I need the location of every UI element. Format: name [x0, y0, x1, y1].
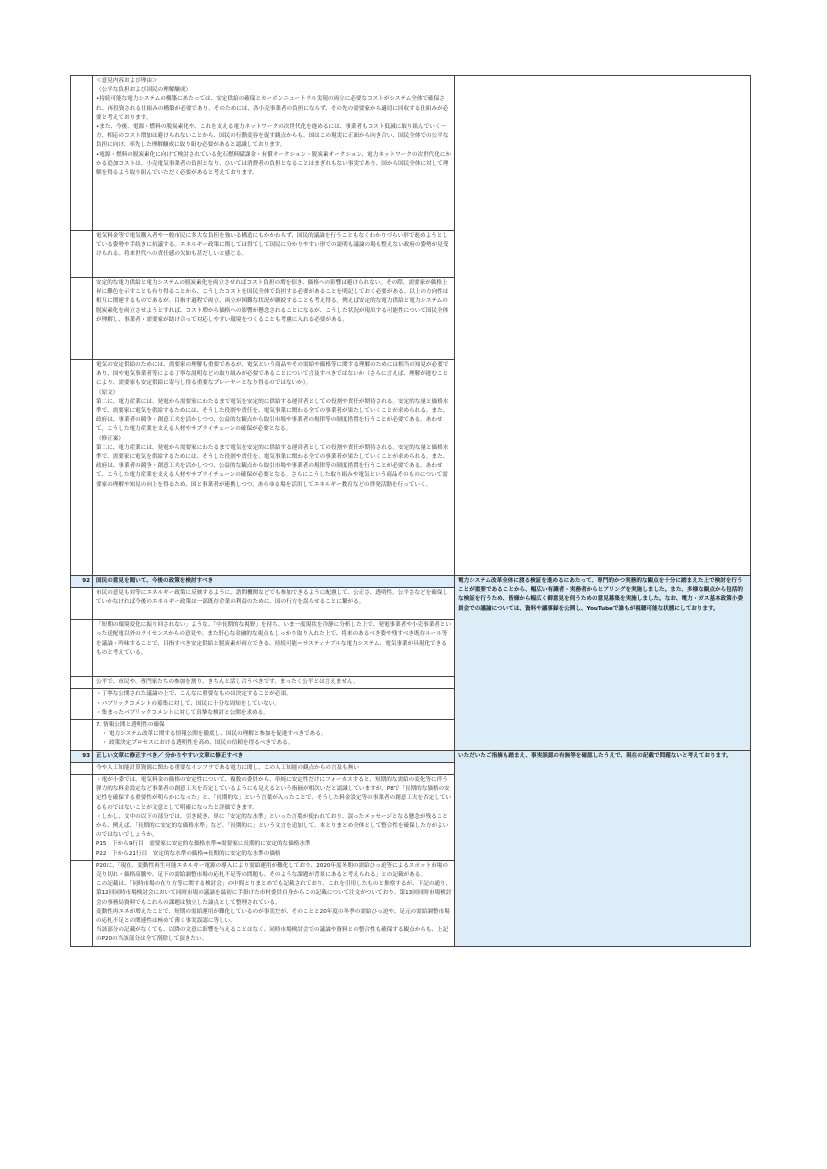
opinion-cell: 電気の安定供給のためには、需要家の理解も重要であるが、電気という商品やその需給や価格等に関する理解のためには相当の知見が必要であり、国や電気事業者等による丁寧な説明などの取り組みが必要であることについて言及すべきではないか（さらに言えば、理解が進むことにより、需要家も安定供給に寄与し得る重要なプレーヤーとなり得るのではないか）。 （原文） 第二に、電力産業には、発電から需要家にわたるまで電気を安定的に供給する運営者としての役割や責任が期待される。安定的な量と価格水準で、需要家に電気を供給するためには、そうした役割や責任を、電気事業に関わる全ての事業者が果たしていくことが求められる。また、政府は、事業者の競争・創意工夫を活かしつつ、公益的な観点から取引市場や事業者の規律等の制度措置を行うことが必要である。あわせて、こうした電力産業を支える人材やサプライチェーンの確保が必要となる。 （修正案） 第二に、電力産業には、発電から需要家にわたるまで電気を安定的に供給する運営者としての役割や責任が期待される。安定的な量と価格水準で、需要家に電気を供給するためには、そうした役割や責任を、電気事業に関わる全ての事業者が果たしていくことが求められる。また、政府は、事業者の競争・創意工夫を活かしつつ、公益的な観点から取引市場や事業者の規律等の制度措置を行うことが必要である。あわせて、こうした電力産業を支える人材やサプライチェーンの確保が必要となる。さらにこうした取り組みや電気という商品そのものについて需要家の理解や知見の向上を得るため、国と事業者が連携しつつ、あらゆる場を活用してエネルギー教育などの啓発活動を行っていく。 — [93, 360, 455, 576]
opinion-cell: P20に、「現在、変動性再生可能エネルギー電源の導入により需給運用が難化しており、2020年度冬期の需給ひっ迫等によるスポット市場の売り切れ・価格高騰や、足下の需給調整市場の応札不足等の問題も、そのような課題が背景にあると考えられる」との記載がある。 この記載は、「同時市場の在り方等に関する検討会」の中間とりまとめでも記載されており、これを引用したものと推察するが、下記の通り、第12回同時市場検討会において同時市場の議論を最初に手掛けた市村委員自身からこの記載について注文がついており、第13回同時市場検討会の事務局資料でもこれらの課題は独立した論点として整理されている。 変動性再エネが増えたことで、短期の需給運用が難化しているのが事実だが、そのことと20年度の冬季の需給ひっ迫や、足元の需給調整市場の応札不足との関連性は極めて薄く事実誤認に等しい。 当該部分の記載がなくても、以降の文意に影響を与えることはなく、同時市場検討会での議論や資料との整合性も確保する観点からも、上記のP20の当該部分は全て削除して頂きたい。 — [93, 860, 455, 946]
group-number: 93 — [71, 750, 93, 762]
group-header-row — [71, 576, 751, 588]
table-row — [71, 76, 751, 231]
opinion-cell: 電気料金等で電気購入者や一般市民に多大な負担を強いる構造にもかかわらず、国民的議論を行うこともなくわかりづらい形で進めようとしている姿勢や手続きに抗議する。エネルギー政策に関しては得てして国民に分かりやすい形での説明も議論の場も整えない政府の姿勢が見受けられる。将来世代への責任感の欠如も甚だしいと感じる。 — [93, 231, 455, 278]
opinion-cell: 7. 情報公開と透明性の確保 ・ 電力システム改革に関する情報公開を徹底し、国民の理解と参加を促進すべきである。 ・ 政策決定プロセスにおける透明性を高め、国民の信頼を得るべきである。 — [93, 720, 455, 751]
answer-cell — [455, 76, 751, 576]
document-sheet — [70, 75, 748, 947]
comments-table — [70, 75, 751, 947]
group-title: 国民の意見を聞いて、今後の政策を検討すべき — [93, 576, 455, 588]
opinion-cell: 公平で、市民や、専門家たちの参加を割り、きちんと話し合うべきです。まったく公平とは言えません。 — [93, 677, 455, 689]
group-title: 正しい文章に修正すべき／ 分かりやすい文章に修正すべき — [93, 750, 455, 762]
group-header-row — [71, 750, 751, 762]
group-number: 92 — [71, 576, 93, 588]
opinion-cell: ・丁寧な公開された議論の上で、こんなに重要なものは決定することが必須。 ・パブリックコメントの募集に対して、国民に十分な周知をしていない。 ・集まったパブリックコメントに対して真摯な検討と公開を求める。 — [93, 689, 455, 720]
opinion-cell: 市民の意見も対等にエネルギー政策に反映するように、諮問機関などでも参加できるように配慮して、公正さ、透明性、公平さなどを確保していかなければ今後のエネルギー政策は一部既存企業の利益のために、国の行方を誤らせることに繋がる。 — [93, 588, 455, 620]
answer-cell: 電力システム改革全体に渡る検証を進めるにあたって、専門的かつ実務的な観点を十分に踏まえた上で検討を行うことが重要であることから、幅広い有識者・実務者からヒアリングを実施しました。また、多様な観点から包括的な検証を行うため、皆様から幅広く御意見を伺うための意見募集を実施しました。なお、電力・ガス基本政策小委員会での議論については、資料や議事録を公開し、YouTubeで誰もが視聴可能な状態にしております。 — [455, 576, 751, 751]
opinion-cell: 今や人工知能計算資源に関わる重要なインフラである電力に関し、この人工知能の観点からの言及も無い — [93, 762, 455, 774]
opinion-cell: 安定的な電力供給と電力システムの脱炭素化を両立させればコスト負担の増を招き、価格への影響は避けられない。その際、需要家が価格上昇に難色を示すことも有り得ることから、こうしたコストを国民全体で負担する必要があることを明記しておく必要がある。以上の方向性は相互に関連するものであるが、目指す過程で両立、両立が困難な状況が継続することも考え得る。例えば安定的な電力供給と電力システムの脱炭素化を両立させようとすれば、コスト増から価格への影響が懸念されることになるが、こうした状況が現出する可能性について国民全体が理解し、事業者・需要家が助け合って対応しやすい環境をつくることも考慮に入れる必要がある。 — [93, 278, 455, 360]
opinion-cell: ・電が小委では、電気料金の価格の安定性について、複数の委員から、単純に安定性だけにフォーカスすると、短期的な需給の変化等に伴う弾力的な料金設定など事業者の創意工夫を否定しているようにも見えるという指摘が相次いだと認識していますが、P8で「長期的な価格の安定性を確保する重要性が明らかになった」と、「長期的な」という言葉が入ったことで、そうした料金設定等の事業者の創意工夫を否定しているものではないことが文意として明確になったと評価できます。 ・しかし、文中の以下の部分では、引き続き、単に「安定的な水準」といった言葉が使われており、誤ったメッセージとなる懸念が残ることから、例えば、「長期的に安定的な価格水準」など、「長期的に」という文言を追加して、本とりまとめ全体として整合性を確保した方がよいのではないでしょうか。 P15 下から9行目 需要家に安定的な価格水準⇒需要家に長期的に安定的な価格水準 P22 下から21行目 安定的な水準の価格⇒長期的に安定的な水準の価格 — [93, 775, 455, 861]
opinion-cell: ＜意見内容および理由＞ （公平な負担および国民の理解醸成） •持続可能な電力システムの構築にあたっては、安定供給の確保とカーボンニュートラル実現の両立に必要なコストがシステム全体で確保され、再投資される仕組みの構築が必要であり、そのためには、各小売事業者の負担にならず、その先の需要家から適切に回収する仕組みが必要と考えております。 •また、今後、電源・燃料の脱炭素化や、これを支える電力ネットワークの次世代化を進めるには、事業者もコスト低減に取り組んでいく一方、相応のコスト増加は避けられないことから、国民の行動変容を促す観点からも、国はこの現実に正面から向き合い、国民全体での公平な負担に向け、率先した理解醸成に取り組む必要があると認識しております。 •電源・燃料の脱炭素化に向けて検討されている化石燃料賦課金・有償オークション・脱炭素オークション、電力ネットワークの次世代化にかかる追加コストは、小売電気事業者の負担となり、ひいては消費者の負担となることはまぎれもない事実であり、国から国民全体に対して理解を得るよう取り組んでいただく必要があると考えております。 — [93, 76, 455, 231]
opinion-cell: 「短期の環境変化に振り回されない」ような、「中長期的な視野」を持ち、いま一度現状を冷静に分析した上で、発電事業者や小売事業者といった送配電以外のライセンスからの意見や、また肝心な金融的な視点もしっかり取り入れた上で、将来のあるべき姿や残すべき既存ルール等を議論・吟味することで、目指すべき安定供給と脱炭素が両立できる、持続可能＝サスティナブルな電力システム、電気事業が具現化できるものと考えている。 — [93, 620, 455, 677]
answer-cell: いただいたご指摘も踏まえ、事実誤認の有無等を確認したうえで、現在の記載で問題ないと考えております。 — [455, 750, 751, 946]
